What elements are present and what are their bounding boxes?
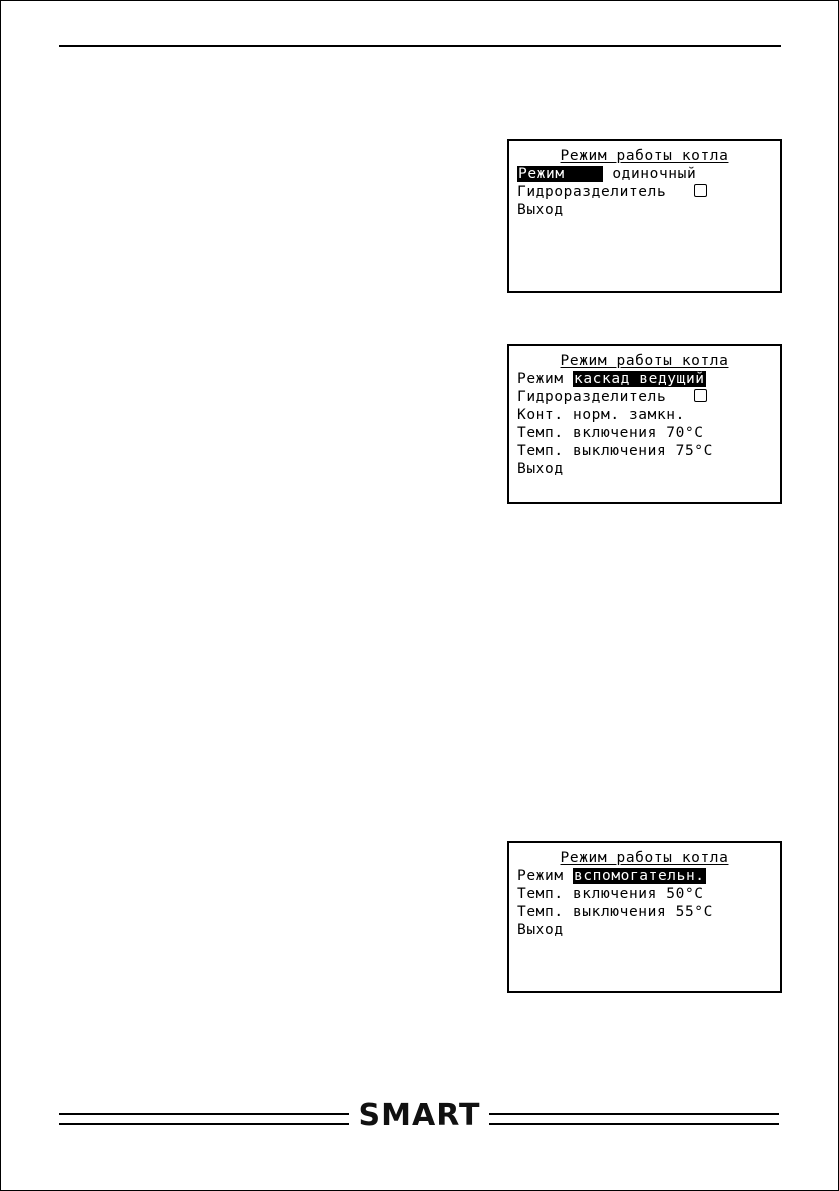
lcd-row-spacer [657,886,666,902]
lcd-row-label: Темп. включения [517,886,657,902]
lcd-row-value[interactable]: 75°C [675,443,713,459]
lcd-row-label: Выход [517,461,564,477]
lcd-row-value[interactable]: 55°C [675,904,713,920]
lcd-screen-cascade-lead-mode [507,344,782,504]
lcd-menu-row[interactable] [517,370,772,388]
lcd-menu-row[interactable] [517,921,772,939]
lcd-menu-row[interactable] [517,903,772,921]
lcd-row-label: Режим [518,166,602,182]
lcd-row-label: Выход [517,202,564,218]
lcd-menu-row[interactable] [517,867,772,885]
lcd-row-label: Конт. [517,407,564,423]
lcd-row-value[interactable]: 50°C [666,886,704,902]
lcd-screen-single-mode [507,139,782,293]
lcd-row-value[interactable]: каскад ведущий [574,371,705,387]
lcd-row-spacer [564,868,573,884]
lcd-row-label: Темп. выключения [517,904,667,920]
lcd-row-label: Гидроразделитель [517,389,667,405]
lcd-menu-row[interactable] [517,406,772,424]
page-footer [1,1080,838,1190]
lcd-row-value[interactable]: одиночный [612,166,697,182]
lcd-row-value[interactable]: 70°C [666,425,704,441]
lcd-row-value[interactable]: вспомогательн. [574,868,705,884]
lcd-row-spacer [666,904,675,920]
header-rule [59,45,781,47]
lcd-row-label: Режим [517,868,564,884]
lcd-row-spacer [564,407,573,423]
lcd-row-label: Темп. включения [517,425,657,441]
lcd-title: Режим работы котла [560,148,729,164]
lcd-row-label: Режим [517,371,564,387]
lcd-row-spacer [564,371,573,387]
lcd-menu-row[interactable] [517,388,772,406]
lcd-menu-row[interactable] [517,424,772,442]
checkbox-icon[interactable] [694,389,707,402]
lcd-menu-row[interactable] [517,885,772,903]
lcd-row-spacer [666,184,694,200]
lcd-screen-auxiliary-mode [507,841,782,993]
lcd-row-label: Гидроразделитель [517,184,667,200]
lcd-menu-row[interactable] [517,183,772,201]
brand-logo: SMART [358,1098,481,1133]
lcd-row-value[interactable]: норм. замкн. [573,407,685,423]
lcd-row-spacer [603,166,612,182]
lcd-row-label: Темп. выключения [517,443,667,459]
lcd-menu-row[interactable] [517,165,772,183]
lcd-menu-row[interactable] [517,460,772,478]
lcd-row-spacer [657,425,666,441]
lcd-title: Режим работы котла [560,850,729,866]
lcd-menu-row[interactable] [517,442,772,460]
lcd-title: Режим работы котла [560,353,729,369]
lcd-row-spacer [666,389,694,405]
checkbox-icon[interactable] [694,184,707,197]
lcd-row-label: Выход [517,922,564,938]
lcd-row-spacer [666,443,675,459]
lcd-menu-row[interactable] [517,201,772,219]
